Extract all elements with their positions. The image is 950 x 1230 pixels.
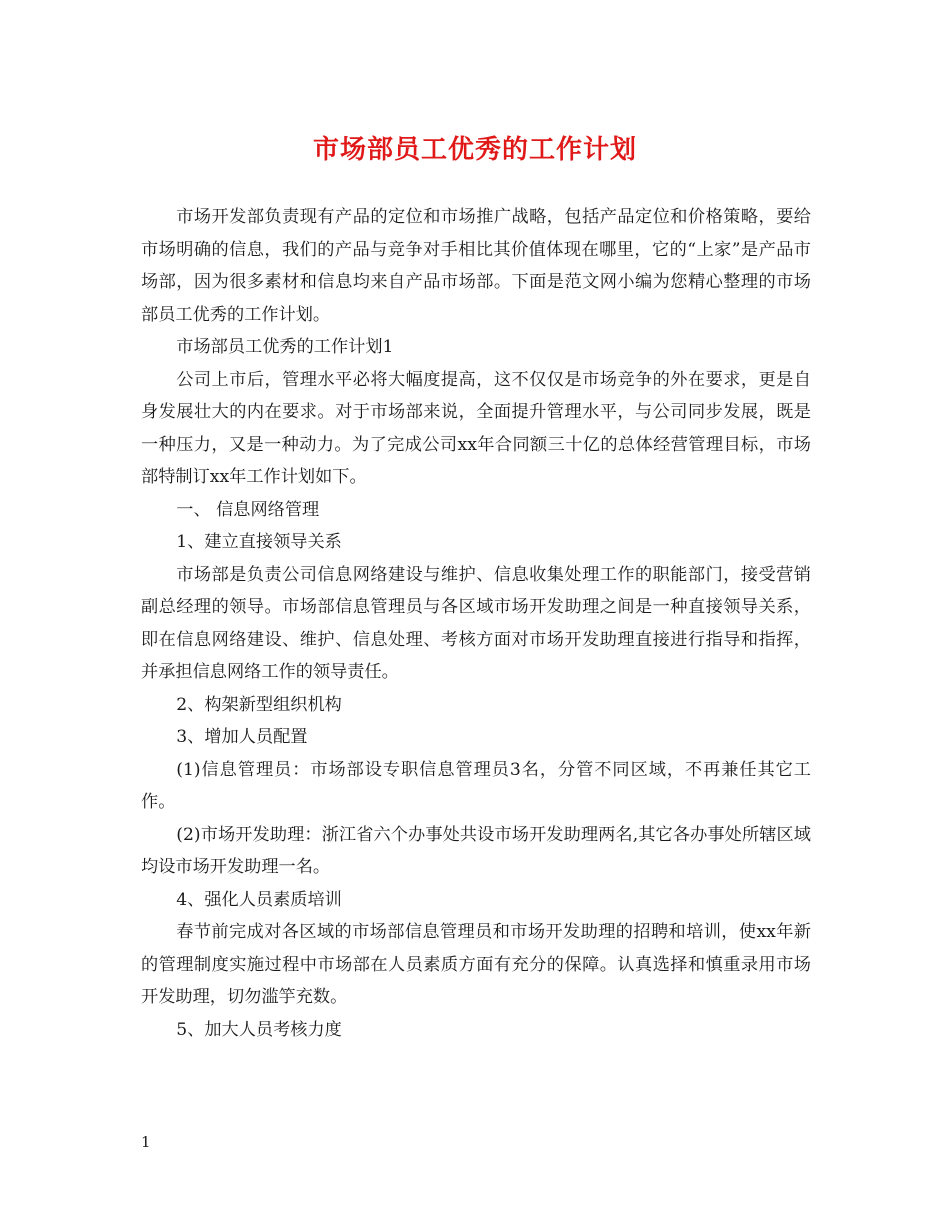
subsection-heading: 1、建立直接领导关系 [176,532,342,552]
body-paragraph: 公司上市后，管理水平必将大幅度提高，这不仅仅是市场竞争的外在要求，更是自身发展壮大的内在要求。对于市场部来说，全面提升管理水平，与公司同步发展，既是一种压力，又是一种动力。为了完成公司xx年合同额三十亿的总体经营管理目标，市场部特制订xx年工作计划如下。 [141,369,811,487]
body-paragraph: 市场部是负责公司信息网络建设与维护、信息收集处理工作的职能部门，接受营销副总经理的领导。市场部信息管理员与各区域市场开发助理之间是一种直接领导关系，即在信息网络建设、维护、信息处理、考核方面对市场开发助理直接进行指导和指挥，并承担信息网络工作的领导责任。 [141,564,811,682]
body-paragraph: 春节前完成对各区域的市场部信息管理员和市场开发助理的招聘和培训，使xx年新的管理制度实施过程中市场部在人员素质方面有充分的保障。认真选择和慎重录用市场开发助理，切勿滥竽充数。 [141,922,811,1007]
section-heading: 一、 信息网络管理 [176,499,320,520]
document-title: 市场部员工优秀的工作计划 [312,135,637,165]
subsection-heading: 2、构架新型组织机构 [176,694,342,715]
page-number: 1 [141,1133,151,1151]
subsection-heading: 5、加大人员考核力度 [176,1019,342,1040]
document-body [141,201,811,1046]
plan-heading: 市场部员工优秀的工作计划1 [176,337,394,357]
subsection-heading: 3、增加人员配置 [176,727,308,747]
subsection-heading: 4、强化人员素质培训 [176,889,342,910]
intro-paragraph: 市场开发部负责现有产品的定位和市场推广战略，包括产品定位和价格策略，要给市场明确的信息，我们的产品与竞争对手相比其价值体现在哪里，它的“上家”是产品市场部，因为很多素材和信息均来自产品市场部。下面是范文网小编为您精心整理的市场部员工优秀的工作计划。 [141,207,811,325]
list-item: (1)信息管理员：市场部设专职信息管理员3名，分管不同区域，不再兼任其它工作。 [141,759,811,812]
list-item: (2)市场开发助理：浙江省六个办事处共设市场开发助理两名,其它各办事处所辖区域均设市场开发助理一名。 [141,824,811,877]
